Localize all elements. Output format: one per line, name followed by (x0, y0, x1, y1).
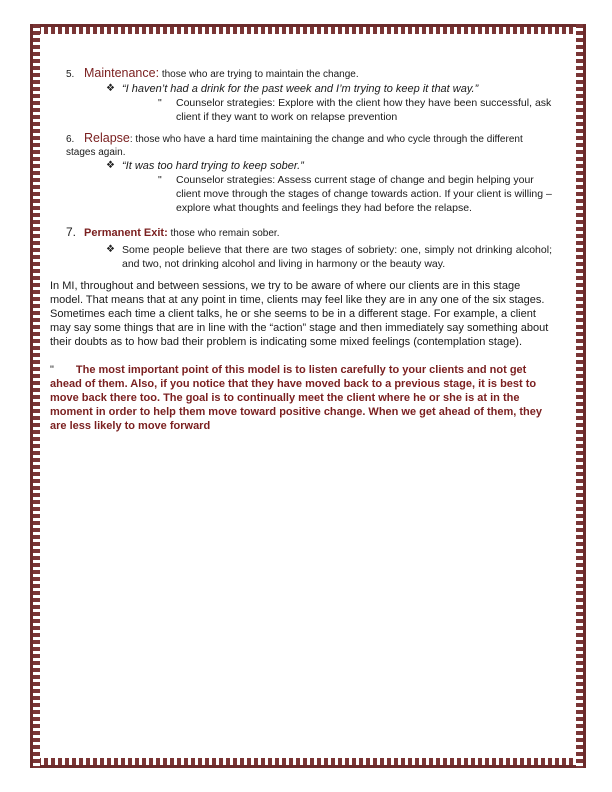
item-number: 6. (66, 134, 75, 145)
diamond-bullet-icon: ❖ (106, 244, 115, 255)
diamond-bullet-icon: ❖ (106, 83, 115, 94)
client-quote: “I haven’t had a drink for the past week and I’m trying to keep it that way.” (122, 83, 479, 95)
sobriety-note: Some people believe that there are two stages of sobriety: one, simply not drinking alcohol; and two, not drinking alcohol and living in harmony or the beauty way. (122, 244, 552, 270)
key-point-text: The most important point of this model is to listen carefully to your clients and not get ahead of them. Also, if you notice that they have moved back to a previous stage, it is best to move back there too. The goal is to continually meet the client where he or she is at in the moment in order to help them move toward positive change. When we get ahead of them, they are less likely to move forward (50, 364, 543, 432)
page-border-bottom (30, 758, 586, 768)
item-number: 5. (66, 69, 75, 80)
counselor-strategy: Counselor strategies: Explore with the client how they have been successful, ask client if they want to work on relapse prevention (176, 97, 552, 123)
client-quote: “It was too hard trying to keep sober.” (122, 160, 304, 172)
item-description: those who are trying to maintain the change. (159, 69, 359, 80)
page-content (50, 66, 552, 433)
quote-mark-icon: " (158, 97, 162, 109)
page-border-top (30, 24, 586, 34)
page-border-right (576, 24, 586, 768)
key-point (50, 363, 552, 433)
page-border-left (30, 24, 40, 768)
stage-item-permanent-exit (50, 225, 552, 271)
diamond-bullet-icon: ❖ (106, 160, 115, 171)
item-number: 7. (66, 225, 77, 239)
quote-mark-icon: " (158, 174, 162, 186)
item-term: Maintenance: (84, 66, 160, 80)
quote-mark-icon: " (50, 364, 54, 376)
item-term: Permanent Exit: (84, 227, 168, 239)
item-term: Relapse (84, 131, 130, 145)
stage-item-relapse (50, 132, 552, 215)
item-description: those who remain sober. (167, 228, 280, 239)
mi-paragraph: In MI, throughout and between sessions, we try to be aware of where our clients are in this stage model. That means that at any point in time, clients may feel like they are in any one of the six stages. Sometimes each time a client talks, he or she seems to be in a different stage. For example, a client may say some things that are in line with the “action” stage and then immediately say something about their doubts as to how bad their problem is indicating some mixed feelings (contemplation stage). (50, 280, 549, 348)
counselor-strategy: Counselor strategies: Assess current stage of change and begin helping your client move through the stages of change towards action. If your client is willing – explore what thoughts and feelings they had before the relapse. (176, 174, 552, 214)
item-description: : those who have a hard time maintaining the change and who cycle through the different stages again. (66, 134, 523, 158)
stage-item-maintenance (50, 66, 552, 124)
